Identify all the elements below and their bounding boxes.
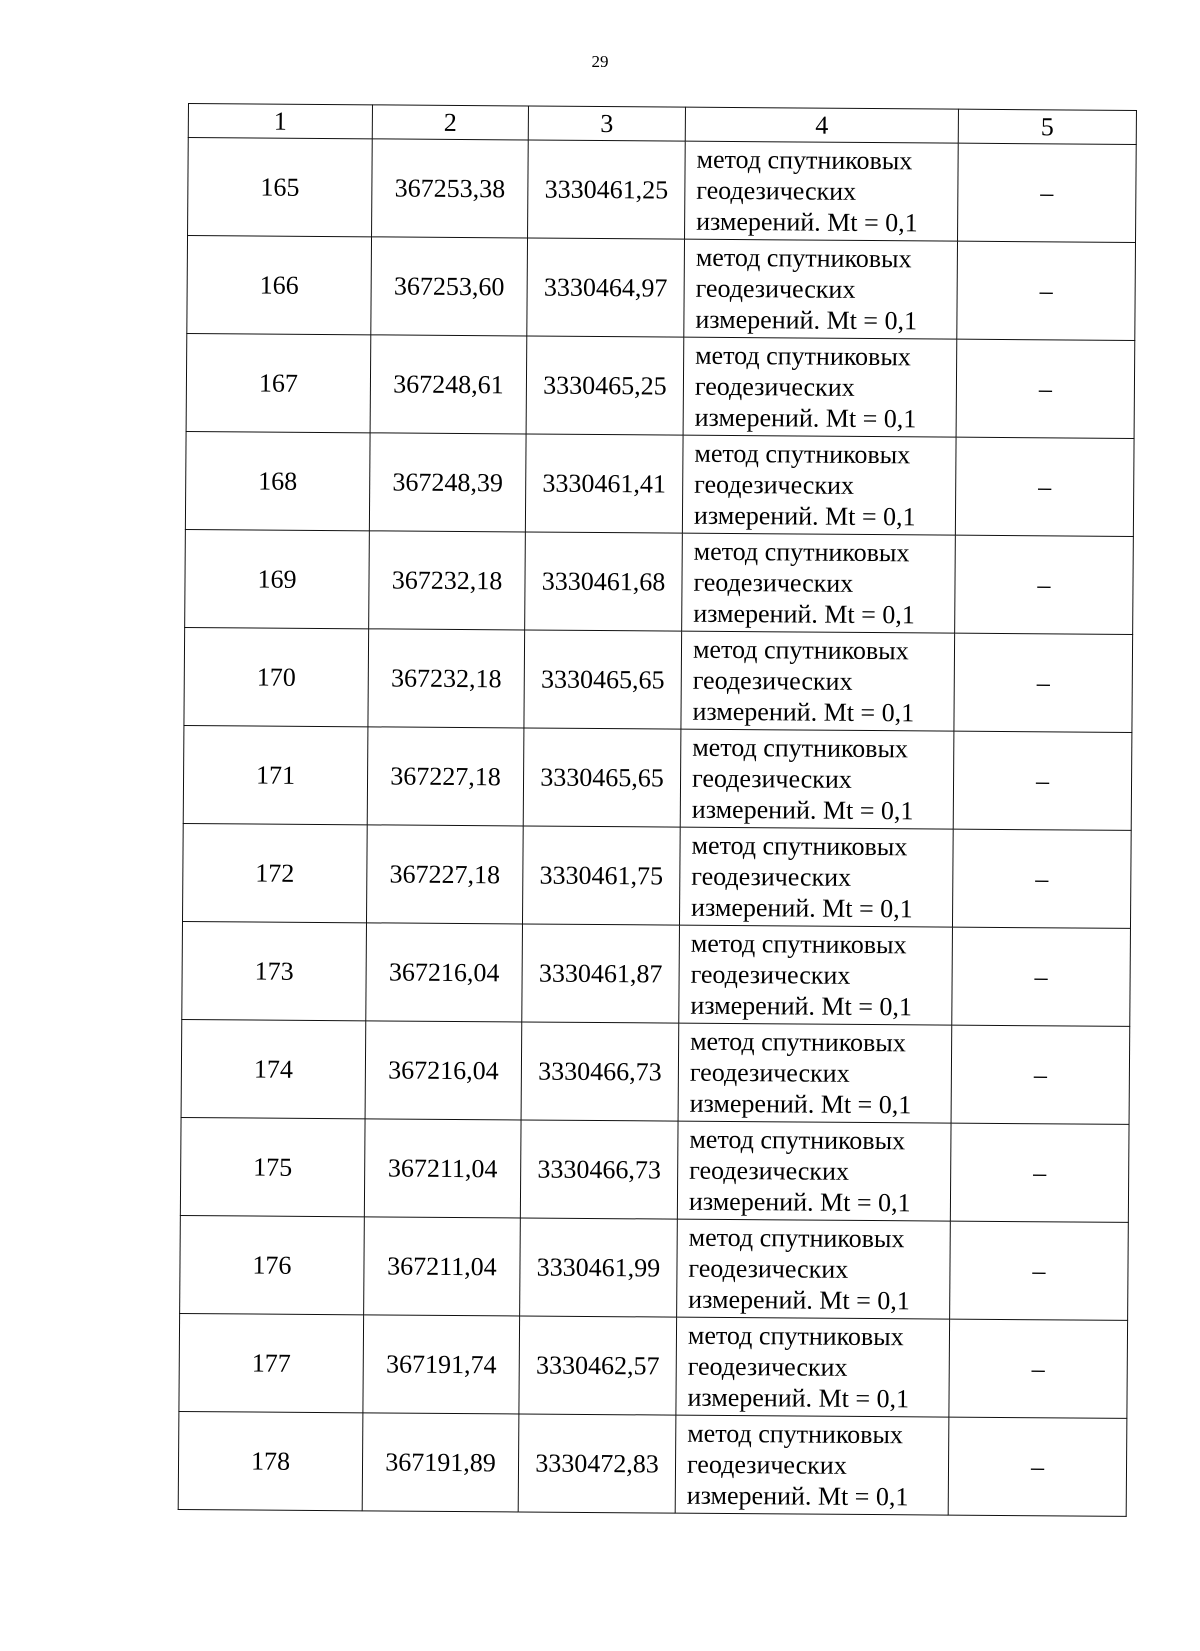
method-cell (683, 337, 957, 437)
table-row (185, 431, 1134, 536)
coordinates-table (178, 103, 1137, 1517)
point-number-cell: 173 (182, 921, 367, 1020)
table-row (180, 1215, 1129, 1320)
x-coordinate-cell: 367227,18 (366, 825, 523, 924)
method-text-line: измерений. Mt = 0,1 (688, 1186, 911, 1218)
method-text-line: метод спутниковых (690, 1026, 906, 1058)
method-text-line: геодезических (687, 1351, 848, 1382)
method-text-line: метод спутниковых (694, 438, 911, 470)
method-cell (680, 729, 954, 829)
table-row (187, 236, 1136, 341)
point-number-cell: 174 (181, 1019, 366, 1118)
method-text-line: метод спутниковых (696, 144, 913, 176)
method-cell (679, 925, 953, 1025)
point-number-cell: 176 (180, 1215, 365, 1314)
table-row (185, 529, 1134, 634)
y-coordinate-cell: 3330466,73 (520, 1120, 678, 1219)
method-text-line: метод спутниковых (693, 536, 910, 568)
page-number: 29 (591, 52, 609, 71)
note-cell: – (954, 633, 1133, 732)
note-cell: – (955, 535, 1134, 634)
x-coordinate-cell: 367253,38 (372, 139, 529, 238)
table-row (184, 627, 1133, 732)
method-cell (682, 533, 956, 633)
y-coordinate-cell: 3330461,68 (525, 532, 683, 631)
point-number-cell: 171 (183, 725, 368, 824)
note-cell: – (956, 339, 1135, 438)
table-row (188, 138, 1137, 243)
method-text-line: измерений. Mt = 0,1 (688, 1284, 910, 1316)
y-coordinate-cell: 3330465,65 (523, 728, 681, 827)
table-row (183, 725, 1132, 830)
x-coordinate-cell: 367232,18 (369, 531, 526, 630)
column-header: 3 (528, 106, 685, 141)
y-coordinate-cell: 3330465,65 (524, 630, 682, 729)
note-cell: – (948, 1417, 1127, 1516)
method-text-line: метод спутниковых (695, 340, 911, 372)
table-row (182, 921, 1131, 1026)
y-coordinate-cell: 3330461,75 (522, 826, 680, 925)
method-text-line: измерений. Mt = 0,1 (696, 206, 918, 238)
table-row (179, 1313, 1128, 1418)
method-text-line: геодезических (696, 175, 857, 206)
method-cell (678, 1023, 952, 1123)
x-coordinate-cell: 367211,04 (364, 1217, 521, 1316)
x-coordinate-cell: 367248,61 (370, 335, 527, 434)
method-cell (676, 1317, 950, 1417)
point-number-cell: 177 (179, 1313, 364, 1412)
method-text-line: геодезических (693, 567, 854, 598)
method-text-line: геодезических (692, 665, 853, 696)
y-coordinate-cell: 3330464,97 (527, 238, 685, 337)
method-cell (682, 435, 956, 535)
column-header: 2 (372, 105, 528, 140)
table-row (186, 333, 1135, 438)
method-text-line: метод спутниковых (692, 634, 909, 666)
column-header: 1 (188, 104, 372, 139)
y-coordinate-cell: 3330465,25 (526, 336, 684, 435)
note-cell: – (952, 927, 1131, 1026)
method-text-line: измерений. Mt = 0,1 (695, 304, 918, 336)
column-header: 5 (958, 109, 1136, 144)
method-text-line: измерений. Mt = 0,1 (687, 1382, 910, 1414)
x-coordinate-cell: 367216,04 (366, 923, 523, 1022)
y-coordinate-cell: 3330466,73 (521, 1022, 679, 1121)
method-cell (679, 827, 953, 927)
note-cell: – (950, 1221, 1129, 1320)
point-number-cell: 172 (183, 823, 368, 922)
method-cell (675, 1415, 949, 1515)
note-cell: – (951, 1025, 1130, 1124)
method-cell (684, 239, 958, 339)
x-coordinate-cell: 367253,60 (371, 237, 528, 336)
x-coordinate-cell: 367216,04 (365, 1021, 522, 1120)
method-text-line: измерений. Mt = 0,1 (691, 794, 914, 826)
note-cell: – (953, 731, 1132, 830)
method-text-line: метод спутниковых (690, 928, 907, 960)
method-text-line: метод спутниковых (687, 1320, 904, 1352)
method-text-line: геодезических (689, 1057, 850, 1088)
method-text-line: геодезических (690, 959, 851, 990)
point-number-cell: 169 (185, 529, 370, 628)
point-number-cell: 175 (180, 1117, 365, 1216)
table-row (178, 1411, 1127, 1516)
method-text-line: измерений. Mt = 0,1 (691, 892, 913, 924)
method-cell (681, 631, 955, 731)
method-text-line: измерений. Mt = 0,1 (692, 696, 915, 728)
table-row (183, 823, 1132, 928)
method-text-line: измерений. Mt = 0,1 (693, 598, 915, 630)
method-text-line: геодезических (694, 469, 855, 500)
table-row (180, 1117, 1129, 1222)
method-cell (677, 1219, 951, 1319)
method-text-line: измерений. Mt = 0,1 (693, 500, 916, 532)
y-coordinate-cell: 3330462,57 (519, 1316, 677, 1415)
method-text-line: метод спутниковых (692, 732, 909, 764)
y-coordinate-cell: 3330461,99 (520, 1218, 678, 1317)
point-number-cell: 165 (188, 138, 373, 237)
column-header: 4 (685, 107, 958, 143)
y-coordinate-cell: 3330461,87 (522, 924, 680, 1023)
note-cell: – (950, 1123, 1129, 1222)
note-cell: – (952, 829, 1131, 928)
y-coordinate-cell: 3330461,25 (528, 140, 686, 239)
method-text-line: метод спутниковых (688, 1222, 905, 1254)
x-coordinate-cell: 367232,18 (368, 629, 525, 728)
x-coordinate-cell: 367191,89 (362, 1413, 519, 1512)
y-coordinate-cell: 3330461,41 (525, 434, 683, 533)
note-cell: – (949, 1319, 1128, 1418)
method-cell (677, 1121, 951, 1221)
method-text-line: метод спутниковых (695, 242, 912, 274)
point-number-cell: 167 (186, 333, 371, 432)
method-text-line: метод спутниковых (687, 1418, 904, 1450)
method-text-line: измерений. Mt = 0,1 (689, 1088, 912, 1120)
table-row (181, 1019, 1130, 1124)
method-text-line: измерений. Mt = 0,1 (690, 990, 913, 1022)
point-number-cell: 166 (187, 236, 372, 335)
note-cell: – (958, 143, 1137, 242)
method-text-line: метод спутниковых (691, 830, 908, 862)
method-text-line: геодезических (689, 1155, 850, 1186)
method-text-line: измерений. Mt = 0,1 (694, 402, 917, 434)
method-text-line: геодезических (686, 1449, 847, 1480)
note-cell: – (955, 437, 1134, 536)
method-text-line: метод спутниковых (689, 1124, 906, 1156)
x-coordinate-cell: 367191,74 (363, 1315, 520, 1414)
y-coordinate-cell: 3330472,83 (518, 1414, 676, 1513)
method-text-line: геодезических (691, 861, 852, 892)
x-coordinate-cell: 367248,39 (369, 433, 526, 532)
method-text-line: геодезических (695, 273, 856, 304)
method-cell (685, 141, 959, 241)
method-text-line: геодезических (694, 371, 855, 402)
method-text-line: геодезических (691, 763, 852, 794)
x-coordinate-cell: 367211,04 (364, 1119, 521, 1218)
point-number-cell: 168 (185, 431, 370, 530)
method-text-line: геодезических (688, 1253, 849, 1284)
point-number-cell: 178 (178, 1411, 363, 1510)
note-cell: – (957, 241, 1136, 340)
x-coordinate-cell: 367227,18 (367, 727, 524, 826)
point-number-cell: 170 (184, 627, 369, 726)
method-text-line: измерений. Mt = 0,1 (686, 1480, 909, 1512)
